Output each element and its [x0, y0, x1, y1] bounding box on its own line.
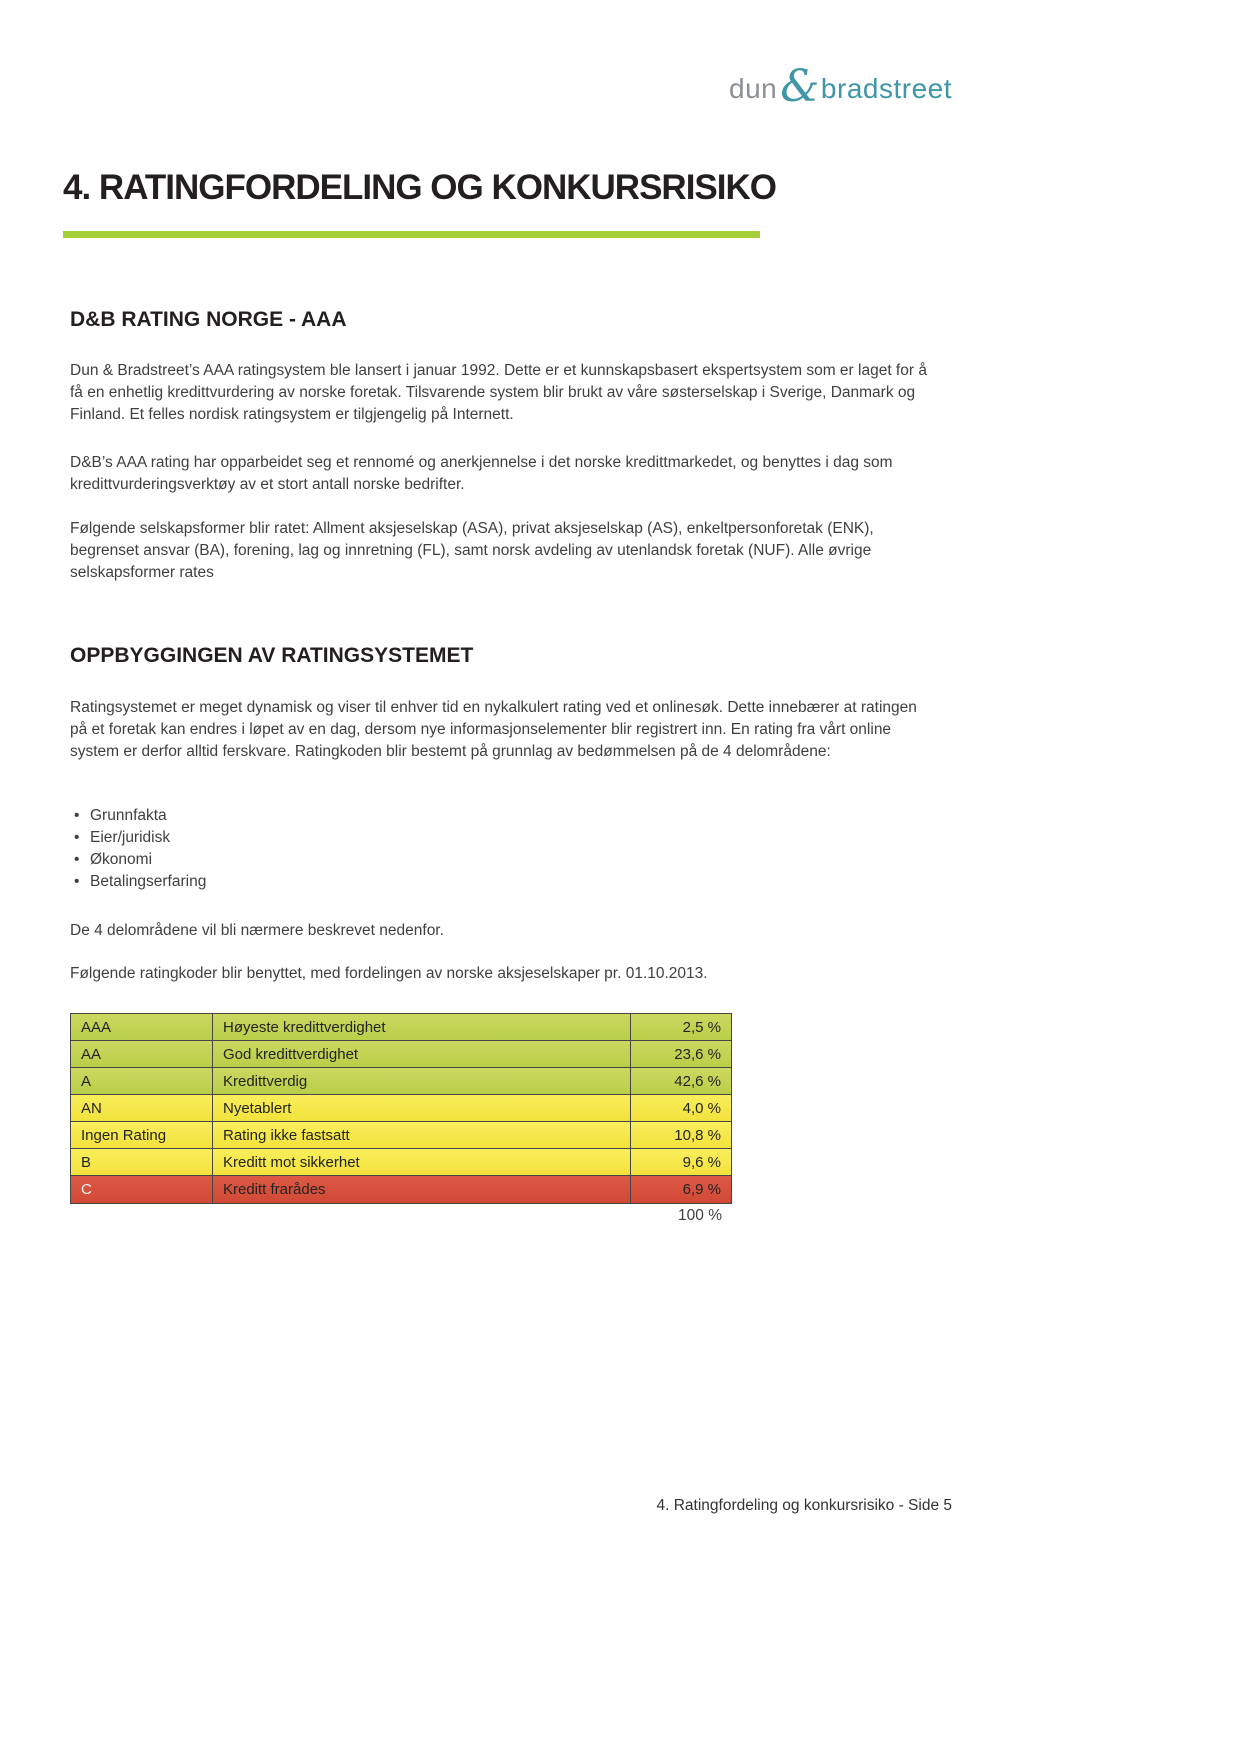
list-item: • Eier/juridisk: [74, 827, 206, 849]
rating-pct-cell: 9,6 %: [682, 1153, 721, 1171]
rating-desc-cell: Kredittverdig: [213, 1068, 631, 1094]
rating-pct-cell: 42,6 %: [674, 1072, 721, 1090]
table-row: [71, 1149, 731, 1176]
rating-pct-cell: 10,8 %: [674, 1126, 721, 1144]
ampersand-icon: &: [780, 61, 820, 112]
rating-code-cell: C: [71, 1176, 213, 1203]
dun-bradstreet-logo: [729, 61, 952, 112]
section-heading-oppbyggingen: OPPBYGGINGEN AV RATINGSYSTEMET: [70, 644, 474, 667]
paragraph: Ratingsystemet er meget dynamisk og viser til enhver tid en nykalkulert rating ved et onlinesøk. Dette innebærer at ratingen på et foretak kan endres i løpet av en dag, dersom nye informasjonselementer blir registrert inn. En rating fra vårt online system er derfor alltid ferskvare. Ratingkoden blir bestemt på grunnlag av bedømmelsen på de 4 delområdene:: [70, 699, 917, 760]
rating-pct-cell: 23,6 %: [674, 1045, 721, 1063]
table-row: [71, 1014, 731, 1041]
paragraph: Dun & Bradstreet’s AAA ratingsystem ble lansert i januar 1992. Dette er et kunnskapsbasert ekspertsystem som er laget for å få en enhetlig kredittvurdering av norske foretak. Tilsvarende system blir brukt av våre søsterselskap i Sverige, Danmark og Finland. Et felles nordisk ratingsystem er tilgjengelig på Internett.: [70, 362, 927, 423]
paragraph: D&B’s AAA rating har opparbeidet seg et rennomé og anerkjennelse i det norske kredittmarkedet, og benyttes i dag som kredittvurderingsverktøy av et stort antall norske bedrifter.: [70, 454, 893, 493]
list-item: • Betalingserfaring: [74, 871, 206, 893]
list-item: • Økonomi: [74, 849, 206, 871]
list-item: • Grunnfakta: [74, 805, 206, 827]
page-title: 4. RATINGFORDELING OG KONKURSRISIKO: [63, 168, 776, 207]
table-row: [71, 1095, 731, 1122]
table-row: [71, 1176, 731, 1203]
logo-text-dun: dun: [729, 73, 778, 104]
rating-desc-cell: Høyeste kredittverdighet: [213, 1014, 631, 1040]
rating-pct-cell: 4,0 %: [682, 1099, 721, 1117]
section-heading-db-rating-norge: D&B RATING NORGE - AAA: [70, 308, 347, 331]
rating-pct-cell: 2,5 %: [682, 1018, 721, 1036]
rating-code-cell: A: [71, 1068, 213, 1094]
title-underline-bar: [63, 231, 760, 238]
rating-desc-cell: Rating ikke fastsatt: [213, 1122, 631, 1148]
rating-code-cell: AA: [71, 1041, 213, 1067]
table-total-percentage: 100 %: [678, 1207, 722, 1224]
rating-code-cell: AN: [71, 1095, 213, 1121]
paragraph: Følgende ratingkoder blir benyttet, med fordelingen av norske aksjeselskaper pr. 01.10.2013.: [70, 965, 708, 982]
rating-code-cell: AAA: [71, 1014, 213, 1040]
rating-code-cell: B: [71, 1149, 213, 1175]
paragraph: Følgende selskapsformer blir ratet: Allment aksjeselskap (ASA), privat aksjeselskap (AS), enkeltpersonforetak (ENK), begrenset ansvar (BA), forening, lag og innretning (FL), samt norsk avdeling av utenlandsk foretak (NUF). Alle øvrige selskapsformer rates: [70, 520, 874, 581]
table-row: [71, 1068, 731, 1095]
rating-pct-cell: 6,9 %: [682, 1181, 721, 1198]
rating-areas-bullet-list: [74, 805, 206, 893]
rating-desc-cell: Kreditt frarådes: [213, 1176, 631, 1203]
rating-desc-cell: Kreditt mot sikkerhet: [213, 1149, 631, 1175]
page-footer: 4. Ratingfordeling og konkursrisiko - Side 5: [656, 1497, 952, 1514]
table-row: [71, 1122, 731, 1149]
table-row: [71, 1041, 731, 1068]
paragraph: De 4 delområdene vil bli nærmere beskrevet nedenfor.: [70, 922, 444, 939]
logo-text-bradstreet: bradstreet: [820, 73, 952, 104]
rating-desc-cell: God kredittverdighet: [213, 1041, 631, 1067]
rating-desc-cell: Nyetablert: [213, 1095, 631, 1121]
rating-code-cell: Ingen Rating: [71, 1122, 213, 1148]
rating-distribution-table: [70, 1013, 732, 1204]
